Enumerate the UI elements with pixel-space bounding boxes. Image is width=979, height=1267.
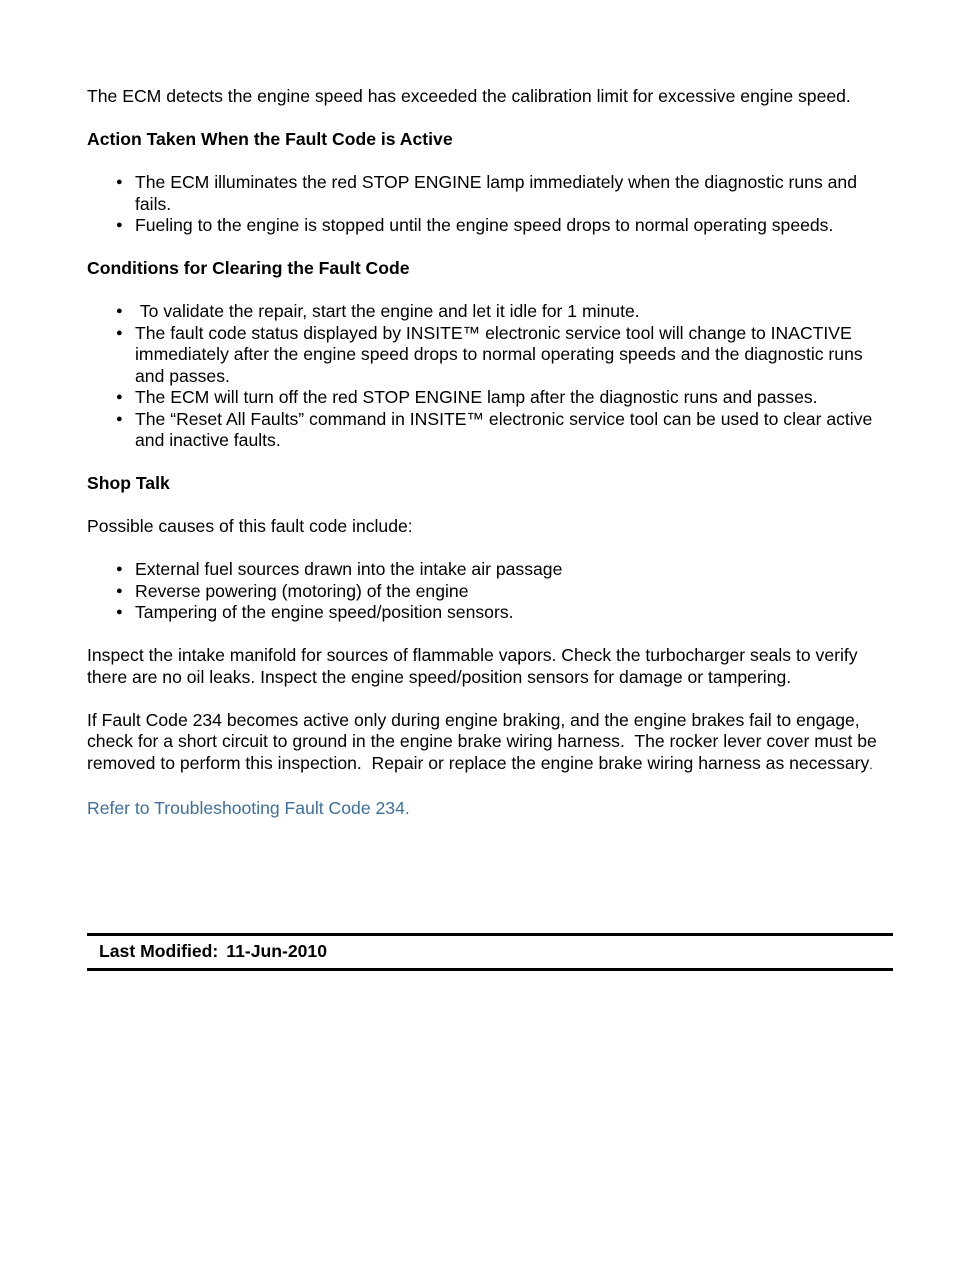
- bullet-icon: ●: [116, 412, 123, 425]
- list-item: ● Fueling to the engine is stopped until the engine speed drops to normal operating speeds.: [116, 215, 834, 235]
- causes-list: [87, 559, 893, 624]
- action-list: [87, 172, 893, 237]
- shop-talk-heading: Shop Talk: [87, 473, 170, 493]
- intro-paragraph: The ECM detects the engine speed has exceeded the calibration limit for excessive engine speed.: [87, 86, 851, 106]
- list-item: ● External fuel sources drawn into the intake air passage: [116, 559, 563, 579]
- list-item: ● The “Reset All Faults” command in INSITE™ electronic service tool can be used to clear active and inactive faults.: [116, 408, 873, 450]
- bullet-icon: ●: [116, 391, 123, 403]
- list-item: ● To validate the repair, start the engine and let it idle for 1 minute.: [116, 301, 640, 321]
- troubleshooting-paragraph: [87, 798, 893, 820]
- list-item: ● The ECM will turn off the red STOP ENGINE lamp after the diagnostic runs and passes.: [116, 387, 818, 407]
- clearing-list: [87, 301, 893, 452]
- last-modified-label: Last Modified:: [99, 941, 219, 961]
- list-item: ● Tampering of the engine speed/position sensors.: [116, 602, 514, 622]
- bullet-icon: ●: [116, 584, 123, 597]
- list-item: ● Reverse powering (motoring) of the engine: [116, 580, 469, 601]
- list-item: ● The ECM illuminates the red STOP ENGINE lamp immediately when the diagnostic runs and fails.: [116, 172, 857, 214]
- last-modified-bar: [87, 933, 893, 971]
- troubleshooting-link[interactable]: Refer to Troubleshooting Fault Code 234.: [87, 797, 410, 818]
- bullet-icon: ●: [116, 219, 123, 231]
- bullet-icon: ●: [116, 606, 123, 618]
- clearing-heading: Conditions for Clearing the Fault Code: [87, 258, 410, 278]
- engine-brake-paragraph: If Fault Code 234 becomes active only during engine braking, and the engine brakes fail to engage, check for a short circuit to ground in the engine brake wiring harness. The rocker lever cover must be removed to perform this inspection. Repair or replace the engine brake wiring harness as necessary.: [87, 709, 882, 773]
- inspection-paragraph: Inspect the intake manifold for sources of flammable vapors. Check the turbocharger seals to verify there are no oil leaks. Inspect the engine speed/position sensors for damage or tampering.: [87, 645, 858, 687]
- bullet-icon: ●: [116, 563, 123, 575]
- list-item: ● The fault code status displayed by INSITE™ electronic service tool will change to INACTIVE immediately after the engine speed drops to normal operating speeds and the diagnostic runs and passes.: [116, 322, 863, 386]
- last-modified-date: 11-Jun-2010: [226, 941, 327, 961]
- bullet-icon: ●: [116, 326, 123, 339]
- action-heading: Action Taken When the Fault Code is Active: [87, 129, 453, 149]
- bullet-icon: ●: [116, 305, 123, 317]
- shop-talk-intro: Possible causes of this fault code include:: [87, 516, 413, 536]
- last-modified-text: [99, 941, 327, 963]
- bullet-icon: ●: [116, 176, 123, 188]
- document-content: [87, 86, 893, 841]
